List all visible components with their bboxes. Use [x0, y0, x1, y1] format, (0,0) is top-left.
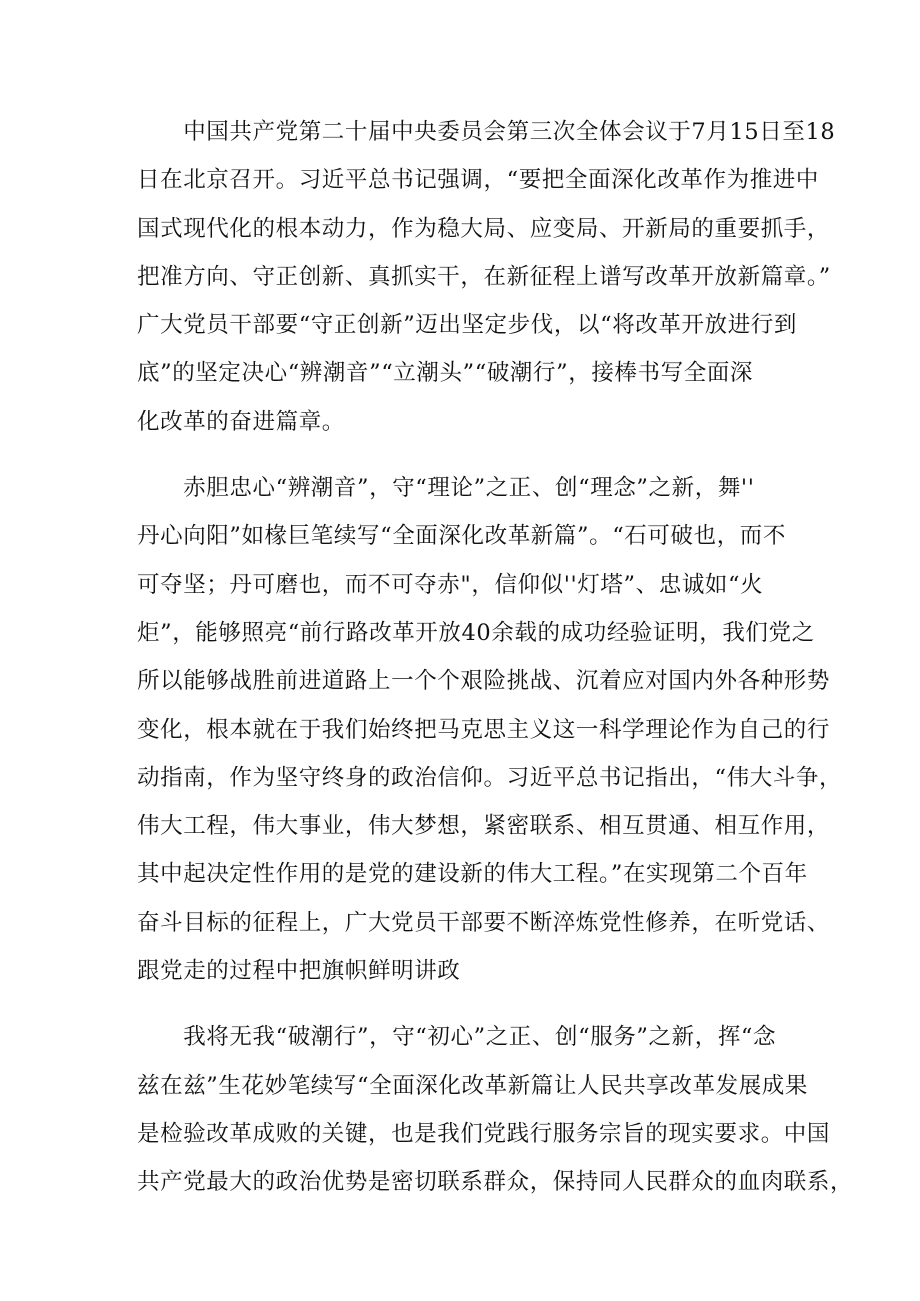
paragraph-1 [137, 108, 836, 446]
text-line: 底”的坚定决心“辨潮音”“立潮头”“破潮行”，接棒书写全面深 [137, 360, 754, 387]
text-line: 伟大工程，伟大事业，伟大梦想，紧密联系、相互贯通、相互作用， [137, 813, 831, 840]
text-line: 把准方向、守正创新、真抓实干，在新征程上谱写改革开放新篇章。” [137, 263, 831, 290]
text-line: 中国共产党第二十届中央委员会第三次全体会议于7月15日至18 [137, 119, 836, 145]
text-line: 跟党走的过程中把旗帜鲜明讲政 [137, 958, 461, 985]
paragraph-spacer [137, 446, 797, 464]
text-line: 可夺坚；丹可磨也，而不可夺赤"，信仰似''灯塔”、忠诚如“火 [137, 571, 764, 598]
text-line: 我将无我“破潮行”，守“初心”之正、创“服务”之新，挥“念 [137, 1024, 777, 1051]
text-line: 奋斗目标的征程上，广大党员干部要不断淬炼党性修养，在听党话、 [137, 909, 831, 936]
text-line: 所以能够战胜前进道路上一个个艰险挑战、沉着应对国内外各种形势 [137, 668, 831, 695]
text-line: 日在北京召开。习近平总书记强调，“要把全面深化改革作为推进中 [137, 167, 820, 194]
paragraph-3 [137, 1013, 854, 1206]
document-body [137, 108, 854, 1207]
text-line: 是检验改革成败的关键，也是我们党践行服务宗旨的现实要求。中国 [137, 1120, 831, 1147]
text-line: 国式现代化的根本动力，作为稳大局、应变局、开新局的重要抓手， [137, 215, 831, 242]
text-line: 其中起决定性作用的是党的建设新的伟大工程。”在实现第二个百年 [137, 861, 808, 888]
text-line: 丹心向阳”如椽巨笔续写“全面深化改革新篇”。“石可破也，而不 [137, 523, 787, 550]
text-line: 赤胆忠心“辨潮音”，守“理论”之正、创“理念”之新，舞'' [137, 475, 755, 502]
paragraph-spacer [137, 995, 797, 1013]
text-line: 动指南，作为坚守终身的政治信仰。习近平总书记指出，“伟大斗争， [137, 764, 843, 791]
text-line: 广大党员干部要“守正创新”迈出坚定步伐，以“将改革开放进行到 [137, 312, 798, 339]
text-line: 化改革的奋进篇章。 [137, 408, 345, 435]
paragraph-2 [137, 464, 843, 995]
text-line: 炬”，能够照亮“前行路改革开放40余载的成功经验证明，我们党之 [137, 619, 815, 646]
text-line: 兹在兹”生花妙笔续写“全面深化改革新篇让人民共享改革发展成果 [137, 1072, 809, 1099]
text-line: 变化，根本就在于我们始终把马克思主义这一科学理论作为自己的行 [137, 716, 831, 743]
text-line: 共产党最大的政治优势是密切联系群众，保持同人民群众的血肉联系， [137, 1169, 854, 1196]
